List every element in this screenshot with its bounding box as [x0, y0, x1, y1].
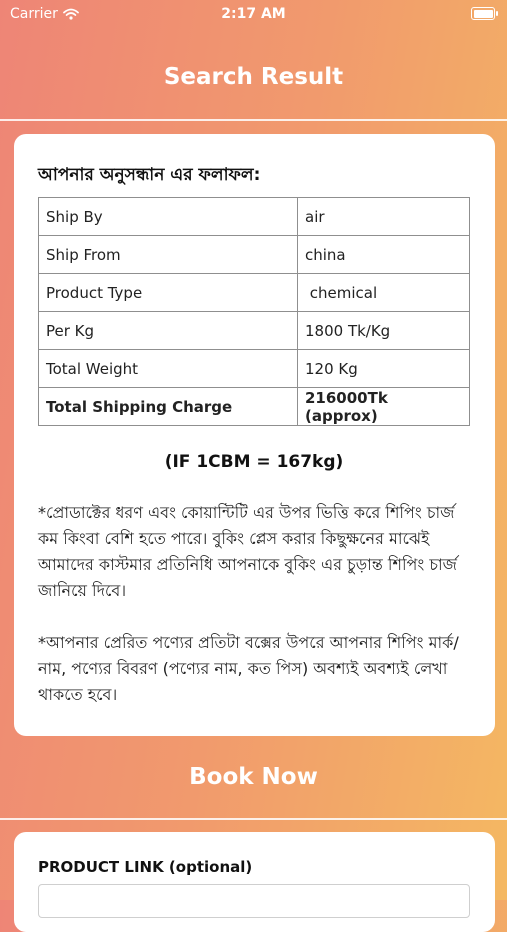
row-label: Ship From: [39, 236, 298, 274]
row-value: 120 Kg: [298, 350, 470, 388]
page-title: Search Result: [163, 64, 344, 90]
booking-form-card: [14, 832, 495, 932]
table-row: [39, 274, 470, 312]
header-divider: [0, 119, 507, 121]
carrier-label: Carrier: [10, 6, 58, 22]
book-divider: [0, 818, 507, 820]
row-value: china: [298, 236, 470, 274]
book-now-button[interactable]: Book Now: [189, 764, 318, 790]
battery-icon: [471, 7, 495, 20]
product-link-label: PRODUCT LINK (optional): [38, 858, 253, 876]
clock: 2:17 AM: [221, 6, 286, 22]
row-label: Total Weight: [39, 350, 298, 388]
product-link-input[interactable]: [38, 884, 470, 918]
row-value: 216000Tk (approx): [298, 388, 470, 426]
table-row: [39, 236, 470, 274]
row-label: Ship By: [39, 198, 298, 236]
row-label: Product Type: [39, 274, 298, 312]
shipping-charge-notice: *প্রোডাক্টের ধরণ এবং কোয়ান্টিটি এর উপর ভিত্তি করে শিপিং চার্জ কম কিংবা বেশি হতে পারে। বুকিং প্লেস করার কিছুক্ষনের মাঝেই আমাদের কাস্টমার প্রতিনিধি আপনাকে বুকিং এর চুড়ান্ত শিপিং চার্জ জানিয়ে দিবে।: [38, 503, 457, 600]
row-value: chemical: [298, 274, 470, 312]
table-row: [39, 312, 470, 350]
shipping-mark-notice: *আপনার প্রেরিত পণ্যের প্রতিটা বক্সের উপরে আপনার শিপিং মার্ক/নাম, পণ্যের বিবরণ (পণ্যের নাম, কত পিস) অবশ্যই অবশ্যই লেখা থাকতে হবে।: [38, 633, 459, 704]
row-value: air: [298, 198, 470, 236]
result-heading: আপনার অনুসন্ধান এর ফলাফল:: [38, 165, 261, 185]
result-card: [14, 134, 495, 736]
row-label: Per Kg: [39, 312, 298, 350]
status-bar: [0, 0, 507, 28]
table-row-total: [39, 388, 470, 426]
table-row: [39, 350, 470, 388]
table-row: [39, 198, 470, 236]
row-label: Total Shipping Charge: [39, 388, 298, 426]
result-table: [38, 197, 470, 426]
row-value: 1800 Tk/Kg: [298, 312, 470, 350]
cbm-note: (IF 1CBM = 167kg): [164, 452, 344, 472]
